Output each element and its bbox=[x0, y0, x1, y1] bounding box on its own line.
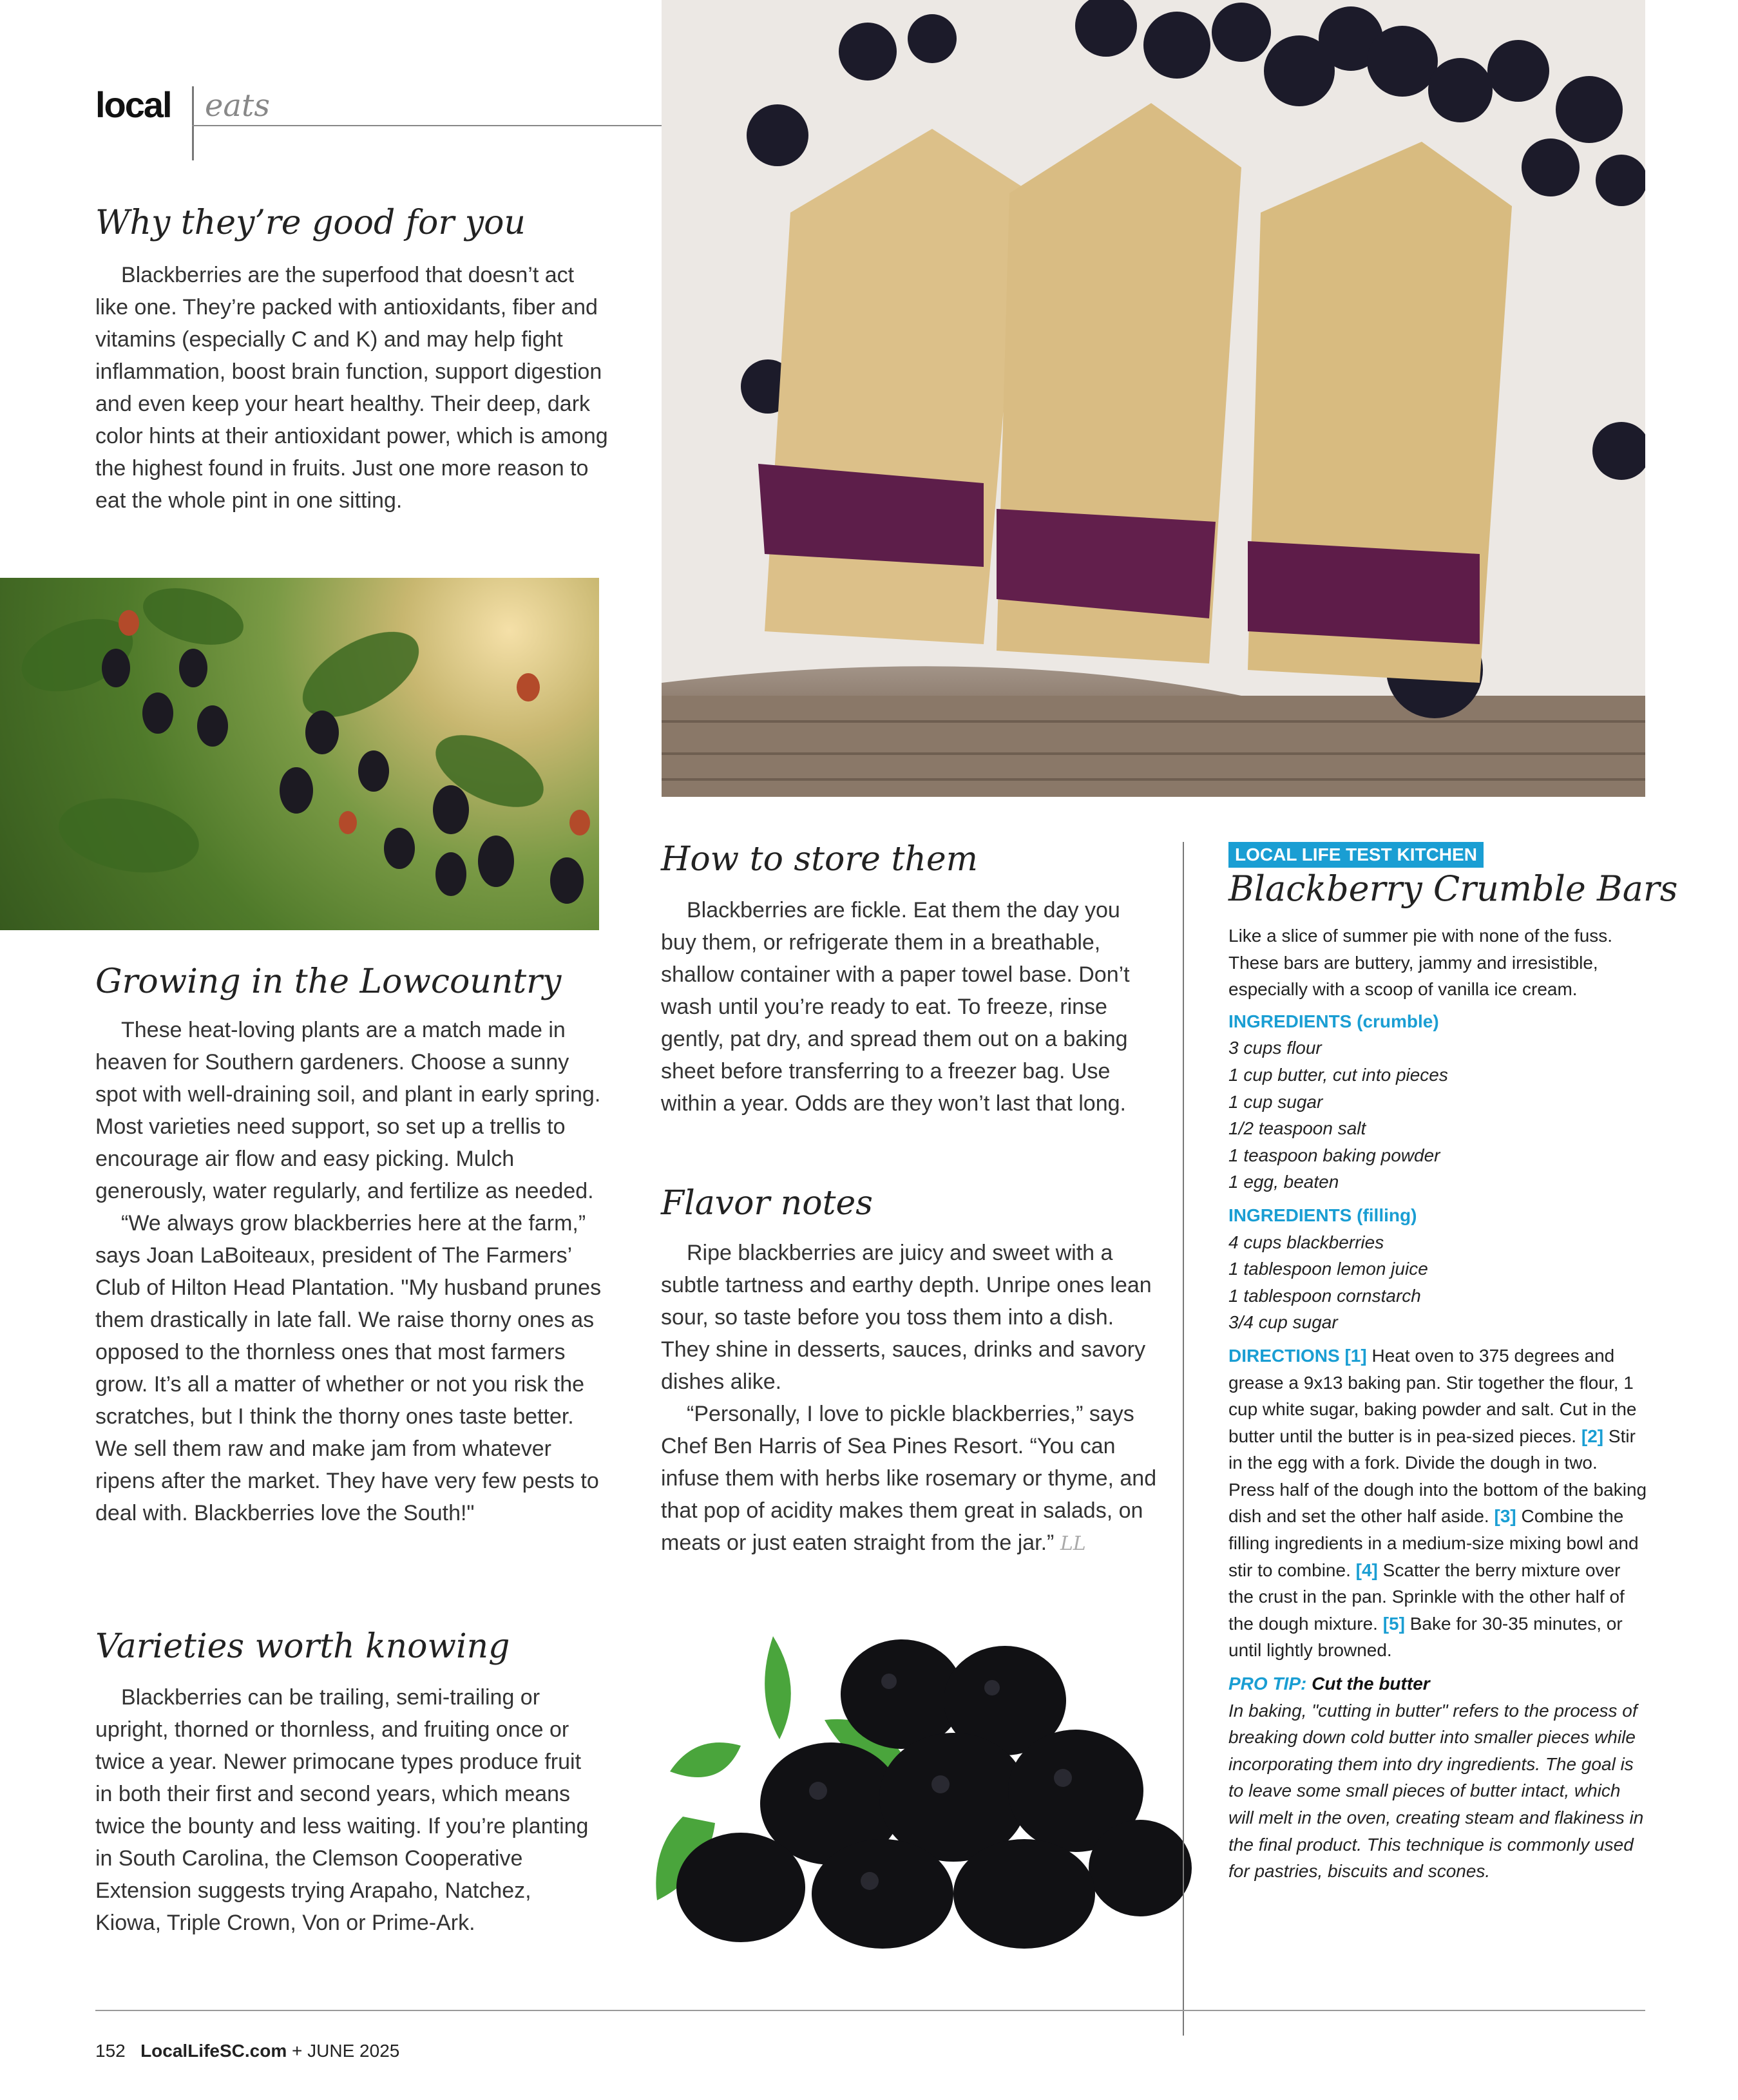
text-growing bbox=[95, 1014, 611, 1529]
header-divider-vertical bbox=[192, 86, 194, 160]
site-name: LocalLifeSC.com bbox=[140, 2041, 287, 2061]
text-good-for-you bbox=[95, 259, 611, 517]
header-divider-horizontal bbox=[192, 125, 662, 126]
paragraph bbox=[661, 1398, 1157, 1560]
brand-logo: local bbox=[95, 84, 171, 125]
paragraph: Blackberries are the superfood that doesn’t act like one. They’re packed with antioxidants, fiber and vitamins (especially C and K) and may help fight inflammation, boost brain function, support digestion and even keep your heart healthy. Their deep, dark color hints at their antioxidant power, which is among the highest found in fruits. Just one more reason to eat the whole pint in one sitting. bbox=[95, 263, 608, 513]
paragraph-text: “Personally, I love to pickle blackberries,” says Chef Ben Harris of Sea Pines Resort. “You can infuse them with herbs like rosemary or thyme, and that pop of acidity makes them great in salads, on meats or just eaten straight from the jar.” bbox=[661, 1402, 1157, 1555]
ingredient: 3/4 cup sugar bbox=[1228, 1312, 1338, 1333]
text-store bbox=[661, 894, 1151, 1120]
ingredient: 1 teaspoon baking powder bbox=[1228, 1145, 1440, 1165]
recipe-title: Blackberry Crumble Bars bbox=[1228, 868, 1678, 909]
step-text: Scatter the berry mixture over the crust in the pan. Sprinkle with the other half of the dough mixture. bbox=[1228, 1560, 1625, 1634]
paragraph: These heat-loving plants are a match made in heaven for Southern gardeners. Choose a sunny spot with well-draining soil, and plant in early spring. Most varieties need support, so set up a trellis to encourage air flow and easy picking. Mulch generously, water regularly, and fertilize as needed. bbox=[95, 1018, 601, 1203]
ingredient: 1 egg, beaten bbox=[1228, 1172, 1339, 1192]
section-label: eats bbox=[205, 88, 270, 124]
heading-growing: Growing in the Lowcountry bbox=[95, 962, 562, 1001]
ingredient: 1 tablespoon lemon juice bbox=[1228, 1259, 1428, 1279]
step-text: Bake for 30-35 minutes, or until lightly browned. bbox=[1228, 1613, 1623, 1661]
ingredient: 3 cups flour bbox=[1228, 1038, 1322, 1058]
heading-good-for-you: Why they’re good for you bbox=[95, 204, 526, 242]
page-header bbox=[95, 84, 662, 161]
heading-flavor: Flavor notes bbox=[661, 1184, 873, 1223]
heading-varieties: Varieties worth knowing bbox=[95, 1627, 510, 1666]
crumble-heading: INGREDIENTS (crumble) bbox=[1228, 1011, 1439, 1031]
ingredient: 1 cup sugar bbox=[1228, 1091, 1323, 1112]
blackberries-photo bbox=[612, 1617, 1205, 1952]
directions bbox=[1228, 1342, 1647, 1664]
step-number: [3] bbox=[1494, 1506, 1516, 1527]
crumble-bars-photo bbox=[662, 0, 1645, 797]
page-number: 152 bbox=[95, 2041, 126, 2061]
pro-tip-title: Cut the butter bbox=[1312, 1674, 1430, 1694]
ingredient: 1/2 teaspoon salt bbox=[1228, 1118, 1366, 1139]
recipe-body bbox=[1228, 922, 1647, 1885]
step-number: [2] bbox=[1581, 1426, 1604, 1446]
pro-tip-label: PRO TIP: bbox=[1228, 1674, 1307, 1694]
footer-rule bbox=[95, 2010, 1645, 2011]
pro-tip-text: In baking, "cutting in butter" refers to the process of breaking down cold butter into smaller pieces while incorporating them into dry ingredients. The goal is to leave some small pieces of butter intact, which will melt in the oven, creating steam and flakiness in the final product. This technique is commonly used for pastries, biscuits and scones. bbox=[1228, 1700, 1644, 1882]
ingredient: 4 cups blackberries bbox=[1228, 1232, 1384, 1252]
blackberry-vine-photo bbox=[0, 578, 599, 930]
page-footer bbox=[95, 2041, 399, 2061]
ingredient: 1 tablespoon cornstarch bbox=[1228, 1285, 1421, 1306]
paragraph: Blackberries can be trailing, semi-trailing or upright, thorned or thornless, and fruiting once or twice a year. Newer primocane types produce fruit in both their first and second years, which means twice the bounty and less waiting. If you’re planting in South Carolina, the Clemson Cooperative Extension suggests trying Arapaho, Natchez, Kiowa, Triple Crown, Von or Prime-Ark. bbox=[95, 1685, 589, 1935]
step-text: Stir in the egg with a fork. Divide the dough in two. Press half of the dough into the bottom of the baking dish and set the other half aside. bbox=[1228, 1426, 1647, 1527]
paragraph: Blackberries are fickle. Eat them the day you buy them, or refrigerate them in a breathable, shallow container with a paper towel base. Don’t wash until you’re ready to eat. To freeze, rinse gently, pat dry, and spread them out on a baking sheet before transferring to a freezer bag. Use within a year. Odds are they won’t last that long. bbox=[661, 898, 1130, 1116]
issue-date: + JUNE 2025 bbox=[292, 2041, 400, 2061]
step-number: [5] bbox=[1382, 1613, 1405, 1634]
recipe-badge: LOCAL LIFE TEST KITCHEN bbox=[1228, 842, 1484, 868]
paragraph: “We always grow blackberries here at the farm,” says Joan LaBoiteaux, president of The Farmers’ Club of Hilton Head Plantation. "My husband prunes them drastically in late fall. We raise thorny ones as opposed to the thornless ones that most farmers grow. It’s all a matter of whether or not you risk the scratches, but I think the thorny ones taste better. We sell them raw and make jam from whatever ripens after the market. They have very few pests to deal with. Blackberries love the South!" bbox=[95, 1211, 602, 1525]
step-number: [1] bbox=[1344, 1345, 1367, 1366]
step-text: Heat oven to 375 degrees and grease a 9x13 baking pan. Stir together the flour, 1 cup white sugar, baking powder and salt. Cut in the butter until the butter is in pea-sized pieces. bbox=[1228, 1345, 1637, 1446]
directions-label: DIRECTIONS bbox=[1228, 1345, 1340, 1366]
step-number: [4] bbox=[1355, 1560, 1378, 1580]
ingredient: 1 cup butter, cut into pieces bbox=[1228, 1064, 1448, 1085]
signoff: LL bbox=[1060, 1532, 1086, 1555]
recipe-intro: Like a slice of summer pie with none of the fuss. These bars are buttery, jammy and irresistible, especially with a scoop of vanilla ice cream. bbox=[1228, 926, 1613, 1000]
pro-tip-heading bbox=[1228, 1670, 1647, 1697]
text-varieties bbox=[95, 1681, 598, 1939]
text-flavor bbox=[661, 1237, 1157, 1560]
column-divider bbox=[1183, 842, 1184, 2036]
paragraph: Ripe blackberries are juicy and sweet with a subtle tartness and earthy depth. Unripe ones lean sour, so taste before you toss them into a dish. They shine in desserts, sauces, drinks and savory dishes alike. bbox=[661, 1241, 1152, 1394]
step-text: Combine the filling ingredients in a medium-size mixing bowl and stir to combine. bbox=[1228, 1506, 1639, 1580]
filling-heading: INGREDIENTS (filling) bbox=[1228, 1205, 1417, 1225]
heading-store: How to store them bbox=[661, 840, 978, 879]
